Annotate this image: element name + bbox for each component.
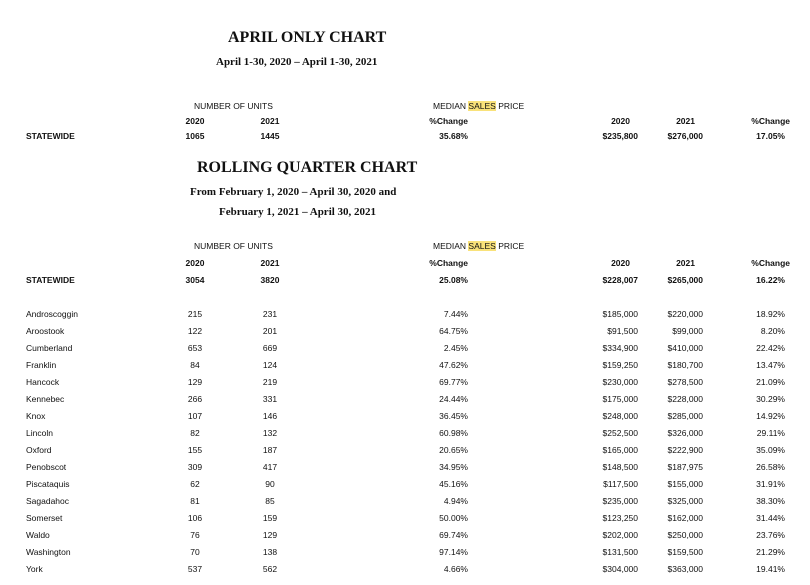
april-col-price-2020: 2020 bbox=[611, 116, 630, 126]
units-2020: 309 bbox=[187, 462, 203, 472]
price-2021: $410,000 bbox=[667, 343, 703, 353]
units-change: 64.75% bbox=[439, 326, 468, 336]
price-change: 35.09% bbox=[756, 445, 785, 455]
price-change: 13.47% bbox=[756, 360, 785, 370]
county-name: Franklin bbox=[26, 360, 57, 370]
units-change: 69.74% bbox=[439, 530, 468, 540]
units-2020: 62 bbox=[190, 479, 200, 489]
price-change: 19.41% bbox=[756, 564, 785, 574]
rolling-chart-subtitle-line1: From February 1, 2020 – April 30, 2020 and bbox=[190, 186, 397, 198]
april-col-price-change: %Change bbox=[751, 116, 790, 126]
rolling-col-price-2021: 2021 bbox=[676, 258, 695, 268]
price-2020: $304,000 bbox=[602, 564, 638, 574]
price-2020: $131,500 bbox=[602, 547, 638, 557]
april-units-header: NUMBER OF UNITS bbox=[194, 101, 273, 111]
rolling-chart-subtitle-line2: February 1, 2021 – April 30, 2021 bbox=[219, 206, 377, 218]
units-2020: 155 bbox=[187, 445, 203, 455]
price-2021: $363,000 bbox=[667, 564, 703, 574]
price-2021: $159,500 bbox=[667, 547, 703, 557]
price-2021: $276,000 bbox=[667, 131, 703, 141]
units-2021: 3820 bbox=[260, 275, 280, 285]
units-2020: 107 bbox=[187, 411, 203, 421]
rolling-units-header: NUMBER OF UNITS bbox=[194, 241, 273, 251]
price-2020: $123,250 bbox=[602, 513, 638, 523]
price-2020: $334,900 bbox=[602, 343, 638, 353]
rolling-median-price-header: MEDIAN SALES PRICE bbox=[433, 241, 525, 251]
price-2020: $91,500 bbox=[607, 326, 638, 336]
price-change: 17.05% bbox=[756, 131, 785, 141]
price-2020: $228,007 bbox=[602, 275, 638, 285]
price-2020: $117,500 bbox=[603, 479, 638, 489]
rolling-col-units-2021: 2021 bbox=[260, 258, 280, 268]
units-2021: 132 bbox=[262, 428, 278, 438]
units-2021: 124 bbox=[262, 360, 278, 370]
price-2020: $230,000 bbox=[602, 377, 638, 387]
price-change: 31.44% bbox=[756, 513, 785, 523]
units-2021: 159 bbox=[262, 513, 278, 523]
price-change: 8.20% bbox=[760, 326, 785, 336]
county-name: Lincoln bbox=[26, 428, 53, 438]
april-col-units-2021: 2021 bbox=[260, 116, 280, 126]
price-2021: $220,000 bbox=[667, 309, 703, 319]
units-change: 2.45% bbox=[443, 343, 468, 353]
april-col-units-2020: 2020 bbox=[185, 116, 205, 126]
april-chart-title: APRIL ONLY CHART bbox=[228, 29, 387, 46]
rolling-col-price-change: %Change bbox=[751, 258, 790, 268]
price-2021: $285,000 bbox=[667, 411, 703, 421]
units-2021: 219 bbox=[262, 377, 278, 387]
price-change: 21.09% bbox=[756, 377, 785, 387]
price-change: 29.11% bbox=[756, 428, 785, 438]
april-chart-subtitle: April 1-30, 2020 – April 1-30, 2021 bbox=[216, 56, 378, 68]
county-name: Oxford bbox=[26, 445, 52, 455]
row-label: STATEWIDE bbox=[26, 275, 75, 285]
units-change: 36.45% bbox=[439, 411, 468, 421]
price-2020: $248,000 bbox=[602, 411, 638, 421]
units-2020: 82 bbox=[190, 428, 200, 438]
price-2020: $159,250 bbox=[602, 360, 638, 370]
county-name: Androscoggin bbox=[26, 309, 78, 319]
units-change: 4.66% bbox=[443, 564, 468, 574]
county-name: Waldo bbox=[26, 530, 50, 540]
units-2021: 417 bbox=[262, 462, 278, 472]
price-2021: $155,000 bbox=[667, 479, 703, 489]
units-change: 24.44% bbox=[439, 394, 468, 404]
price-change: 30.29% bbox=[756, 394, 785, 404]
units-change: 45.16% bbox=[439, 479, 468, 489]
units-change: 34.95% bbox=[439, 462, 468, 472]
county-name: Somerset bbox=[26, 513, 63, 523]
county-name: Washington bbox=[26, 547, 71, 557]
price-2020: $235,800 bbox=[602, 131, 638, 141]
units-2021: 129 bbox=[262, 530, 278, 540]
county-name: Penobscot bbox=[26, 462, 67, 472]
units-2020: 81 bbox=[190, 496, 200, 506]
price-2020: $235,000 bbox=[602, 496, 638, 506]
units-change: 69.77% bbox=[439, 377, 468, 387]
units-change: 20.65% bbox=[439, 445, 468, 455]
price-2020: $165,000 bbox=[602, 445, 638, 455]
units-2020: 84 bbox=[190, 360, 200, 370]
units-2020: 76 bbox=[190, 530, 200, 540]
price-2021: $99,000 bbox=[672, 326, 703, 336]
units-change: 4.94% bbox=[443, 496, 468, 506]
units-2021: 138 bbox=[262, 547, 278, 557]
units-2020: 129 bbox=[187, 377, 203, 387]
units-2020: 653 bbox=[187, 343, 203, 353]
units-change: 50.00% bbox=[439, 513, 468, 523]
april-col-units-change: %Change bbox=[429, 116, 468, 126]
price-change: 21.29% bbox=[756, 547, 785, 557]
units-2021: 146 bbox=[262, 411, 278, 421]
price-change: 31.91% bbox=[756, 479, 785, 489]
price-change: 16.22% bbox=[756, 275, 785, 285]
price-2021: $265,000 bbox=[667, 275, 703, 285]
rolling-chart-title: ROLLING QUARTER CHART bbox=[197, 159, 418, 176]
price-change: 26.58% bbox=[756, 462, 785, 472]
units-change: 35.68% bbox=[439, 131, 468, 141]
price-change: 18.92% bbox=[756, 309, 785, 319]
units-2021: 85 bbox=[265, 496, 275, 506]
price-change: 23.76% bbox=[756, 530, 785, 540]
units-2021: 90 bbox=[265, 479, 275, 489]
price-2020: $202,000 bbox=[602, 530, 638, 540]
units-2020: 122 bbox=[187, 326, 203, 336]
units-2021: 201 bbox=[262, 326, 278, 336]
price-change: 14.92% bbox=[756, 411, 785, 421]
price-2021: $222,900 bbox=[667, 445, 703, 455]
price-2020: $252,500 bbox=[602, 428, 638, 438]
rolling-col-units-change: %Change bbox=[429, 258, 468, 268]
row-label: STATEWIDE bbox=[26, 131, 75, 141]
units-2021: 1445 bbox=[260, 131, 280, 141]
price-2021: $326,000 bbox=[667, 428, 703, 438]
county-name: Cumberland bbox=[26, 343, 73, 353]
price-2021: $250,000 bbox=[667, 530, 703, 540]
rolling-col-units-2020: 2020 bbox=[185, 258, 205, 268]
price-change: 38.30% bbox=[756, 496, 785, 506]
price-2021: $325,000 bbox=[667, 496, 703, 506]
units-change: 47.62% bbox=[439, 360, 468, 370]
price-2021: $228,000 bbox=[667, 394, 703, 404]
county-name: Aroostook bbox=[26, 326, 65, 336]
units-2020: 1065 bbox=[185, 131, 205, 141]
units-2021: 187 bbox=[262, 445, 278, 455]
units-2021: 331 bbox=[262, 394, 278, 404]
county-name: Knox bbox=[26, 411, 46, 421]
april-col-price-2021: 2021 bbox=[676, 116, 695, 126]
county-name: York bbox=[26, 564, 43, 574]
units-2020: 3054 bbox=[185, 275, 205, 285]
units-2021: 562 bbox=[262, 564, 278, 574]
units-change: 60.98% bbox=[439, 428, 468, 438]
units-2020: 70 bbox=[190, 547, 200, 557]
rolling-col-price-2020: 2020 bbox=[611, 258, 630, 268]
county-name: Piscataquis bbox=[26, 479, 70, 489]
county-name: Hancock bbox=[26, 377, 60, 387]
price-change: 22.42% bbox=[756, 343, 785, 353]
price-2020: $148,500 bbox=[602, 462, 638, 472]
price-2021: $162,000 bbox=[667, 513, 703, 523]
units-change: 97.14% bbox=[439, 547, 468, 557]
units-2020: 215 bbox=[187, 309, 203, 319]
april-median-price-header: MEDIAN SALES PRICE bbox=[433, 101, 525, 111]
units-2021: 669 bbox=[262, 343, 278, 353]
price-2021: $187,975 bbox=[667, 462, 703, 472]
county-name: Sagadahoc bbox=[26, 496, 70, 506]
units-change: 7.44% bbox=[443, 309, 468, 319]
price-2020: $175,000 bbox=[602, 394, 638, 404]
units-2020: 537 bbox=[187, 564, 203, 574]
units-change: 25.08% bbox=[439, 275, 468, 285]
units-2020: 106 bbox=[187, 513, 203, 523]
price-2021: $278,500 bbox=[667, 377, 703, 387]
price-2020: $185,000 bbox=[602, 309, 638, 319]
price-2021: $180,700 bbox=[667, 360, 703, 370]
county-name: Kennebec bbox=[26, 394, 65, 404]
units-2020: 266 bbox=[187, 394, 203, 404]
units-2021: 231 bbox=[262, 309, 278, 319]
